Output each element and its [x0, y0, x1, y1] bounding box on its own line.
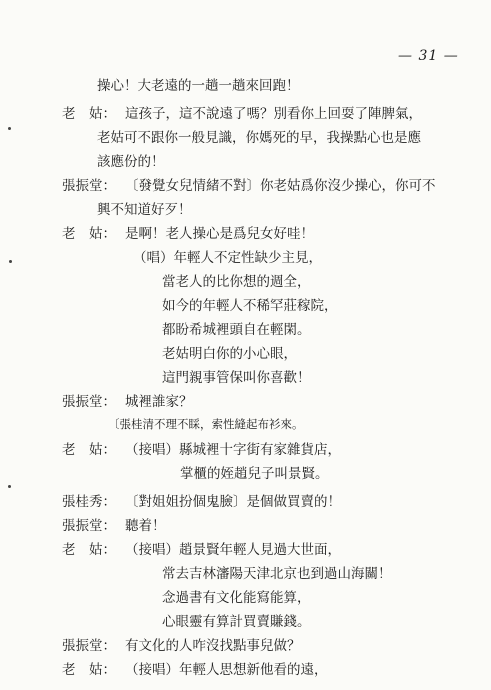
margin-mark — [8, 127, 11, 130]
speech-text: 〔對姐姐扮個鬼臉〕是個做買賣的！ — [125, 494, 341, 510]
speech-text: 這門親事管保叫你喜歡！ — [162, 370, 311, 386]
speaker-name: 老 姑： — [62, 662, 116, 678]
speech-text: 有文化的人咋沒找點事兒做？ — [125, 638, 301, 654]
speech-text: 都盼希城裡頭自在輕閑。 — [162, 322, 311, 338]
speech-text: 老姑明白你的小心眼， — [162, 346, 297, 362]
speaker-name: 張振堂： — [62, 178, 116, 194]
speech-text: （接唱）年輕人思想新他看的遠， — [125, 662, 328, 678]
speech-text: 念過書有文化能寫能算， — [162, 590, 311, 606]
speech-text: 城裡誰家？ — [125, 394, 193, 410]
margin-mark — [9, 260, 12, 263]
speaker-name: 老 姑： — [62, 442, 116, 458]
speech-text: 常去吉林瀋陽天津北京也到過山海關！ — [162, 566, 392, 582]
speaker-name: 老 姑： — [62, 106, 116, 122]
speech-text: （接唱）趙景賢年輕人見過大世面， — [125, 542, 341, 558]
speech-text: 該應份的！ — [97, 154, 165, 170]
speaker-name: 張振堂： — [62, 638, 116, 654]
speaker-name: 張振堂： — [62, 394, 116, 410]
speech-text: 是啊！老人操心是爲兒女好哇！ — [125, 226, 314, 242]
speaker-name: 老 姑： — [62, 226, 116, 242]
speech-text: 興不知道好歹！ — [97, 202, 192, 218]
speech-text: 心眼靈有算計買賣賺錢。 — [162, 614, 311, 630]
speech-text: 操心！大老遠的一趟一趟來回跑！ — [97, 78, 300, 94]
speaker-name: 張振堂： — [62, 518, 116, 534]
speech-text: 這孩子，這不說遠了嗎？別看你上回耍了陣脾氣， — [125, 106, 422, 122]
speech-text: 聽着！ — [125, 518, 166, 534]
page-number: — 31 — — [398, 48, 459, 64]
speech-text: 掌櫃的姪趙兒子叫景賢。 — [180, 466, 329, 482]
speech-text: 如今的年輕人不稀罕莊稼院， — [162, 298, 338, 314]
speech-text: 老姑可不跟你一般見識，你媽死的早，我操點心也是應 — [97, 130, 421, 146]
speech-text: 〔發覺女兒情緒不對〕你老姑爲你沒少操心，你可不 — [125, 178, 436, 194]
speech-text: （接唱）縣城裡十字街有家雜貨店， — [125, 442, 341, 458]
speaker-name: 老 姑： — [62, 542, 116, 558]
speech-text: （唱）年輕人不定性缺少主見， — [133, 250, 322, 266]
margin-mark — [8, 485, 11, 488]
speech-text: 當老人的比你想的週全， — [162, 274, 311, 290]
speaker-name: 張桂秀： — [62, 494, 116, 510]
stage-direction: 〔張桂清不理不睬，索性縫起布衫來。 — [108, 417, 304, 431]
